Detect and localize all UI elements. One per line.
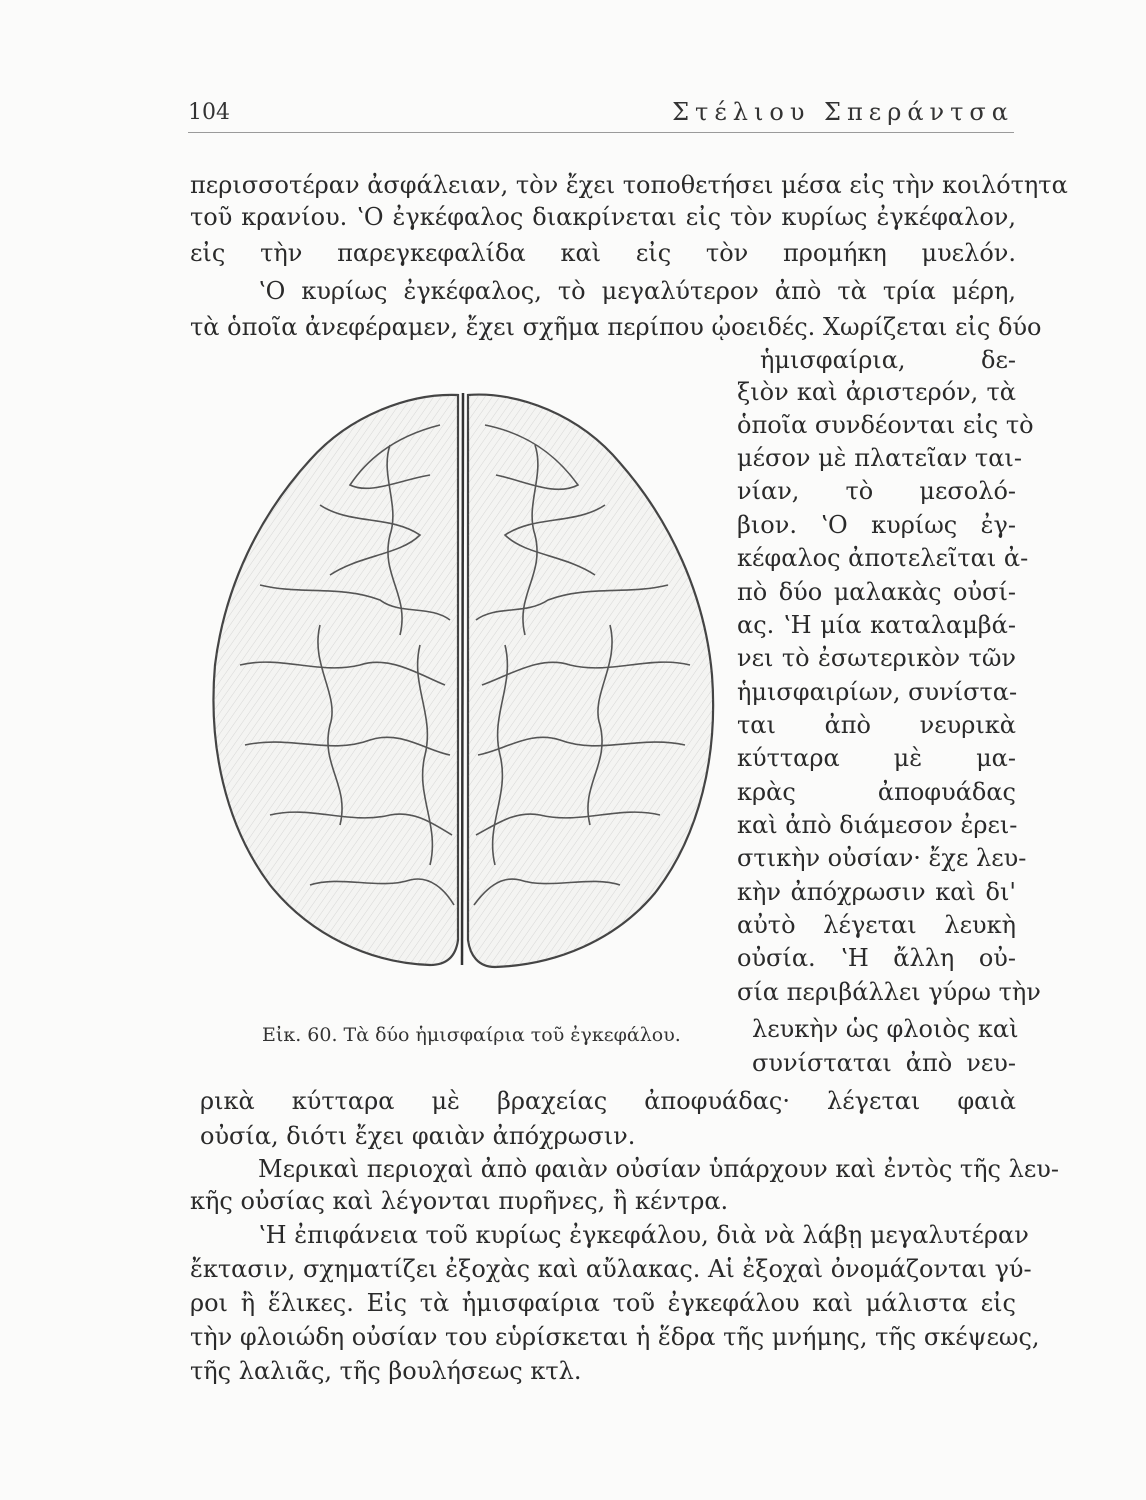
text-line: οὐσία, διότι ἔχει φαιὰν ἀπόχρωσιν. [200,1122,636,1150]
column-line: σία περιβάλλει γύρω τὴν [737,978,1041,1006]
column-line: κύτταρα μὲ μα- [737,744,1016,772]
running-title: Στέλιου Σπεράντσα [672,98,1014,126]
column-line: πὸ δύο μαλακὰς οὐσί- [737,578,1016,606]
column-line: κέφαλος ἀποτελεῖται ἀ- [737,544,1029,572]
column-line: οὐσία. ʽΗ ἄλλη οὐ- [737,944,1016,972]
text-line: τοῦ κρανίου. ʽΟ ἐγκέφαλος διακρίνεται εἰς τὸν κυρίως ἐγκέφαλον, [190,203,1016,231]
text-line: τὰ ὁποῖα ἀνεφέραμεν, ἔχει σχῆμα περίπου ᾠοειδές. Χωρίζεται εἰς δύο [190,313,1042,341]
column-line: κὴν ἀπόχρωσιν καὶ δι' [737,878,1016,906]
column-line: στικὴν οὐσίαν· ἔχε λευ- [737,844,1027,872]
column-line: νίαν, τὸ μεσολό- [737,477,1016,505]
text-line: ροι ἢ ἕλικες. Εἰς τὰ ἡμισφαίρια τοῦ ἐγκεφάλου καὶ μάλιστα εἰς [190,1289,1016,1317]
text-line: ρικὰ κύτταρα μὲ βραχείας ἀποφυάδας· λέγεται φαιὰ [200,1087,1016,1115]
column-line: ἡμισφαιρίων, συνίστα- [737,678,1018,706]
column-line: κρὰς ἀποφυάδας [737,778,1016,806]
column-line: ξιὸν καὶ ἀριστερόν, τὰ [737,378,1016,406]
column-line: βιον. ʽΟ κυρίως ἐγ- [737,511,1016,539]
column-line: αὐτὸ λέγεται λευκὴ [737,911,1016,939]
column-line: νει τὸ ἐσωτερικὸν τῶν [737,644,1016,672]
text-line: Μερικαὶ περιοχαὶ ἀπὸ φαιὰν οὐσίαν ὑπάρχουν καὶ ἐντὸς τῆς λευ- [258,1155,1059,1183]
text-line: τῆς λαλιᾶς, τῆς βουλήσεως κτλ. [190,1357,582,1385]
text-line: ἔκτασιν, σχηματίζει ἐξοχὰς καὶ αὔλακας. Αἱ ἐξοχαὶ ὀνομάζονται γύ- [190,1255,1032,1283]
column-line: ας. ʽΗ μία καταλαμβά- [737,611,1016,639]
text-line: ʽΟ κυρίως ἐγκέφαλος, τὸ μεγαλύτερον ἀπὸ τὰ τρία μέρη, [258,277,1016,305]
column-line: καὶ ἀπὸ διάμεσον ἐρει- [737,811,1018,839]
column-line: ἡμισφαίρια, δε- [760,346,1016,374]
text-line: εἰς τὴν παρεγκεφαλίδα καὶ εἰς τὸν προμήκη μυελόν. [190,239,1016,267]
column-line: ὁποῖα συνδέονται εἰς τὸ [737,411,1034,439]
column-line: λευκὴν ὡς φλοιὸς καὶ [752,1015,1019,1043]
text-line: κῆς οὐσίας καὶ λέγονται πυρῆνες, ἢ κέντρα. [190,1187,729,1215]
brain-illustration [200,385,730,985]
text-line: ʽΗ ἐπιφάνεια τοῦ κυρίως ἐγκεφάλου, διὰ νὰ λάβῃ μεγαλυτέραν [258,1221,1029,1249]
column-line: ται ἀπὸ νευρικὰ [737,711,1016,739]
column-line: συνίσταται ἀπὸ νευ- [752,1049,1016,1077]
header-rule [188,132,1014,133]
figure-caption: Εἰκ. 60. Τὰ δύο ἡμισφαίρια τοῦ ἐγκεφάλου. [262,1024,681,1046]
text-line: περισσοτέραν ἀσφάλειαν, τὸν ἔχει τοποθετήσει μέσα εἰς τὴν κοιλότητα [190,171,1068,199]
page-number: 104 [188,100,230,125]
column-line: μέσον μὲ πλατεῖαν ται- [737,444,1022,472]
text-line: τὴν φλοιώδη οὐσίαν του εὑρίσκεται ἡ ἕδρα τῆς μνήμης, τῆς σκέψεως, [190,1323,1040,1351]
